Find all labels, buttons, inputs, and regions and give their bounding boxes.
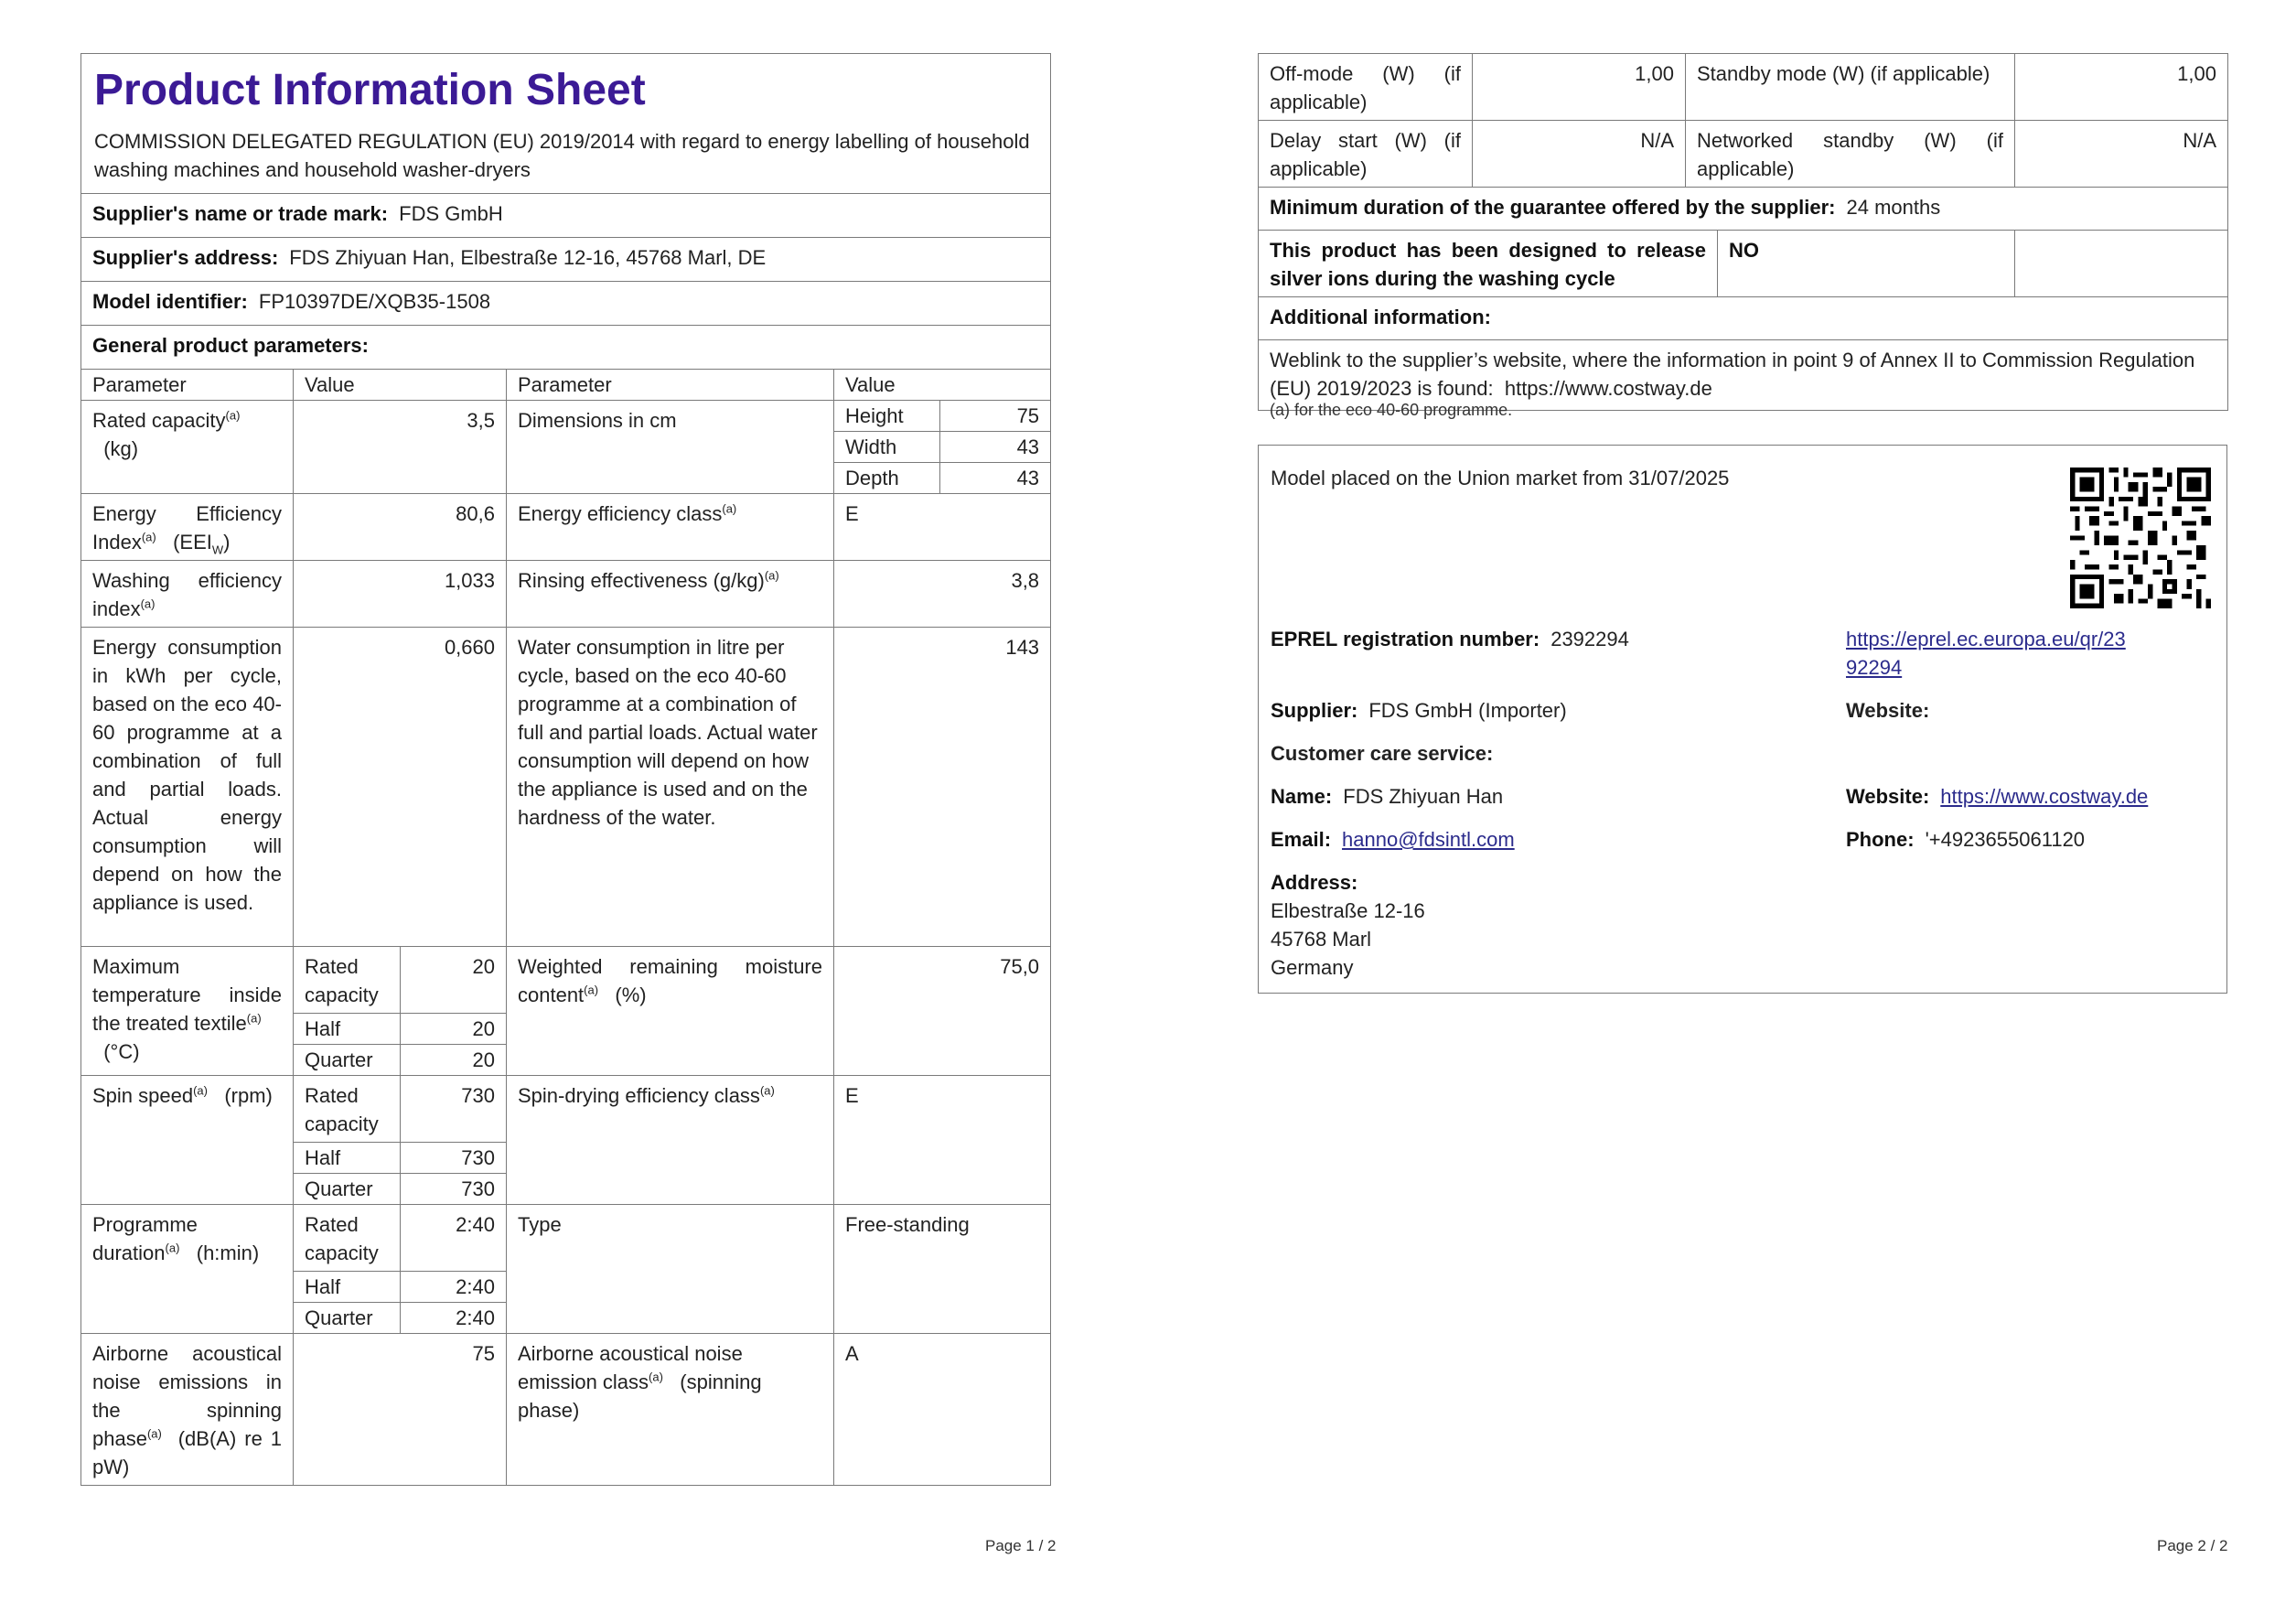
footnote-text: (a) for the eco 40-60 programme. bbox=[1270, 401, 1513, 419]
max-temp-unit: (°C) bbox=[103, 1040, 140, 1063]
table-row bbox=[81, 1076, 1051, 1143]
footnote-mark: (a) bbox=[246, 1011, 262, 1026]
offmode-label: Off-mode (W) (if applicable) bbox=[1259, 54, 1473, 121]
spin-speed-label: Spin speed bbox=[92, 1084, 194, 1107]
washing-efficiency-label: Washing efficiency index bbox=[92, 569, 282, 620]
website-label: Website: bbox=[1846, 699, 1930, 722]
page-number-1: Page 1 / 2 bbox=[985, 1537, 1057, 1554]
customer-care-label: Customer care service: bbox=[1271, 742, 1494, 765]
programme-duration-half-value: 2:40 bbox=[401, 1272, 507, 1303]
energy-class-label: Energy efficiency class bbox=[518, 502, 723, 525]
washing-efficiency-label-cell bbox=[81, 561, 294, 628]
table-row bbox=[1259, 297, 2228, 340]
standby-value: 1,00 bbox=[2015, 54, 2228, 121]
moisture-label: Weighted remaining moisture content bbox=[518, 955, 822, 1006]
header-parameter-2: Parameter bbox=[507, 370, 834, 401]
qr-code-icon bbox=[2070, 468, 2211, 608]
offmode-value: 1,00 bbox=[1473, 54, 1686, 121]
footnote-mark: (a) bbox=[722, 501, 737, 516]
noise-value: 75 bbox=[294, 1334, 507, 1486]
spin-speed-quarter-value: 730 bbox=[401, 1174, 507, 1205]
p2-address-label: Address: bbox=[1271, 871, 1358, 894]
supplier-value: FDS GmbH bbox=[399, 202, 503, 225]
model-label: Model identifier: bbox=[92, 290, 248, 313]
website2-label: Website: bbox=[1846, 785, 1930, 808]
address-line-1: Elbestraße 12-16 bbox=[1271, 899, 1425, 922]
max-temp-quarter-label: Quarter bbox=[294, 1045, 401, 1076]
width-label: Width bbox=[834, 432, 940, 463]
noise-unit: (dB(A) re 1 pW) bbox=[92, 1427, 282, 1478]
page-number-2: Page 2 / 2 bbox=[2157, 1537, 2228, 1554]
programme-duration-unit: (h:min) bbox=[196, 1241, 260, 1264]
eprel-link[interactable] bbox=[1846, 625, 2126, 682]
header-parameter-1: Parameter bbox=[81, 370, 294, 401]
programme-duration-rated-value: 2:40 bbox=[401, 1205, 507, 1272]
email-link[interactable]: hanno@fdsintl.com bbox=[1342, 828, 1515, 851]
address-value: FDS Zhiyuan Han, Elbestraße 12-16, 45768 Marl, DE bbox=[289, 246, 767, 269]
spin-speed-rated-label: Rated capacity bbox=[294, 1076, 401, 1143]
type-label: Type bbox=[507, 1205, 834, 1334]
spin-speed-unit: (rpm) bbox=[224, 1084, 273, 1107]
header-value-2: Value bbox=[834, 370, 1051, 401]
max-temp-rated-label: Rated capacity bbox=[294, 947, 401, 1014]
depth-label: Depth bbox=[834, 463, 940, 494]
eei-unit-close: ) bbox=[223, 531, 231, 554]
phone-label: Phone: bbox=[1846, 828, 1915, 851]
programme-duration-label-cell bbox=[81, 1205, 294, 1334]
weblink-url: https://www.costway.de bbox=[1504, 377, 1712, 400]
table-row bbox=[1259, 121, 2228, 188]
eei-subscript: W bbox=[211, 543, 224, 557]
spin-class-value: E bbox=[834, 1076, 1051, 1205]
table-row bbox=[81, 1205, 1051, 1272]
noise-class-label: Airborne acoustical noise emission class bbox=[518, 1342, 743, 1393]
eprel-value: 2392294 bbox=[1550, 628, 1629, 650]
height-label: Height bbox=[834, 401, 940, 432]
additional-info-label: Additional information: bbox=[1270, 306, 1491, 328]
max-temp-half-value: 20 bbox=[401, 1014, 507, 1045]
address-line-3: Germany bbox=[1271, 956, 1354, 979]
moisture-value: 75,0 bbox=[834, 947, 1051, 1076]
eprel-info-box bbox=[1258, 445, 2227, 994]
spin-class-label-cell bbox=[507, 1076, 834, 1205]
noise-class-unit: (spinning phase) bbox=[518, 1370, 762, 1422]
max-temp-quarter-value: 20 bbox=[401, 1045, 507, 1076]
spin-speed-half-label: Half bbox=[294, 1143, 401, 1174]
table-row bbox=[81, 628, 1051, 947]
header-row bbox=[81, 370, 1051, 401]
spin-class-label: Spin-drying efficiency class bbox=[518, 1084, 760, 1107]
model-value: FP10397DE/XQB35-1508 bbox=[258, 290, 491, 313]
name-label: Name: bbox=[1271, 785, 1333, 808]
footnote-mark: (a) bbox=[584, 983, 599, 997]
max-temp-half-label: Half bbox=[294, 1014, 401, 1045]
weblink-text: Weblink to the supplier’s website, where the information in point 9 of Annex II to Commission Regulation (EU) 2019/2023 is found: bbox=[1270, 349, 2195, 400]
table-row bbox=[81, 947, 1051, 1014]
standby-label: Standby mode (W) (if applicable) bbox=[1686, 54, 2015, 121]
silver-ions-label: This product has been designed to release silver ions during the washing cycle bbox=[1259, 231, 1718, 296]
networked-standby-label: Networked standby (W) (if applicable) bbox=[1686, 121, 2015, 188]
address-row bbox=[81, 238, 1051, 282]
programme-duration-label: Programme duration bbox=[92, 1213, 198, 1264]
table-row bbox=[81, 1334, 1051, 1486]
general-parameters-label: General product parameters: bbox=[92, 334, 369, 357]
page-title: Product Information Sheet bbox=[94, 66, 646, 114]
dimensions-label: Dimensions in cm bbox=[507, 401, 834, 494]
table-row bbox=[81, 494, 1051, 561]
energy-class-value: E bbox=[834, 494, 1051, 561]
address-label: Supplier's address: bbox=[92, 246, 279, 269]
website-link[interactable]: https://www.costway.de bbox=[1940, 785, 2149, 808]
p2-supplier-label: Supplier: bbox=[1271, 699, 1358, 722]
spin-speed-label-cell bbox=[81, 1076, 294, 1205]
address-block bbox=[1271, 868, 1425, 982]
footnote-mark: (a) bbox=[649, 1370, 663, 1384]
type-value: Free-standing bbox=[834, 1205, 1051, 1334]
max-temp-label-cell bbox=[81, 947, 294, 1076]
depth-value: 43 bbox=[940, 463, 1051, 494]
header-value-1: Value bbox=[294, 370, 507, 401]
noise-class-label-cell bbox=[507, 1334, 834, 1486]
footnote-mark: (a) bbox=[225, 408, 241, 423]
guarantee-value: 24 months bbox=[1846, 196, 1941, 219]
energy-class-label-cell bbox=[507, 494, 834, 561]
water-consumption-value: 143 bbox=[834, 628, 1051, 947]
market-date-text: Model placed on the Union market from 31/07/2025 bbox=[1271, 467, 1730, 489]
moisture-unit: (%) bbox=[615, 983, 647, 1006]
rated-capacity-label: Rated capacity bbox=[92, 409, 226, 432]
supplier-label: Supplier's name or trade mark: bbox=[92, 202, 389, 225]
product-information-table bbox=[80, 53, 1051, 1486]
washing-efficiency-value: 1,033 bbox=[294, 561, 507, 628]
energy-consumption-value: 0,660 bbox=[294, 628, 507, 947]
guarantee-label: Minimum duration of the guarantee offered by the supplier: bbox=[1270, 196, 1836, 219]
address-line-2: 45768 Marl bbox=[1271, 928, 1372, 951]
email-label: Email: bbox=[1271, 828, 1332, 851]
delay-start-value: N/A bbox=[1473, 121, 1686, 188]
table-row bbox=[1259, 340, 2228, 411]
table-row bbox=[1259, 188, 2228, 231]
footnote-mark: (a) bbox=[193, 1083, 208, 1098]
name-value: FDS Zhiyuan Han bbox=[1343, 785, 1504, 808]
moisture-label-cell bbox=[507, 947, 834, 1076]
silver-ions-value: NO bbox=[1729, 239, 1759, 262]
table-row bbox=[1259, 231, 2228, 297]
spin-speed-half-value: 730 bbox=[401, 1143, 507, 1174]
footnote-mark: (a) bbox=[759, 1083, 775, 1098]
eei-label-cell bbox=[81, 494, 294, 561]
eei-unit: (EEI bbox=[173, 531, 212, 554]
energy-consumption-label: Energy consumption in kWh per cycle, based on the eco 40-60 programme at a combination of full and partial loads. Actual energy consumption will depend on how the appliance is used. bbox=[81, 628, 294, 947]
eei-label: Energy Efficiency Index bbox=[92, 502, 282, 554]
networked-standby-value: N/A bbox=[2015, 121, 2228, 188]
spin-speed-quarter-label: Quarter bbox=[294, 1174, 401, 1205]
footnote-mark: (a) bbox=[140, 597, 156, 611]
regulation-text: COMMISSION DELEGATED REGULATION (EU) 2019/2014 with regard to energy labelling of household washing machines and household washer-dryers bbox=[94, 130, 1030, 181]
footnote-mark: (a) bbox=[764, 568, 779, 583]
max-temp-label: Maximum temperature inside the treated textile bbox=[92, 955, 282, 1035]
noise-label-cell bbox=[81, 1334, 294, 1486]
power-and-info-table bbox=[1258, 53, 2228, 411]
footnote-mark: (a) bbox=[146, 1426, 162, 1441]
rated-capacity-unit: (kg) bbox=[103, 437, 139, 460]
eprel-link-line1[interactable]: https://eprel.ec.europa.eu/qr/23 bbox=[1846, 628, 2126, 650]
water-consumption-label: Water consumption in litre per cycle, based on the eco 40-60 programme at a combination of full and partial loads. Actual water consumption will depend on how the appliance is used and on the hardness of the water. bbox=[507, 628, 834, 947]
programme-duration-half-label: Half bbox=[294, 1272, 401, 1303]
rated-capacity-label-cell bbox=[81, 401, 294, 494]
page-2 bbox=[1148, 0, 2296, 1623]
phone-value: '+4923655061120 bbox=[1925, 828, 2086, 851]
delay-start-label: Delay start (W) (if applicable) bbox=[1259, 121, 1473, 188]
general-parameters-row bbox=[81, 326, 1051, 370]
rinsing-value: 3,8 bbox=[834, 561, 1051, 628]
max-temp-rated-value: 20 bbox=[401, 947, 507, 1014]
programme-duration-rated-label: Rated capacity bbox=[294, 1205, 401, 1272]
rinsing-label: Rinsing effectiveness (g/kg) bbox=[518, 569, 765, 592]
footnote-mark: (a) bbox=[165, 1241, 180, 1255]
table-row bbox=[81, 561, 1051, 628]
p2-supplier-value: FDS GmbH (Importer) bbox=[1368, 699, 1567, 722]
programme-duration-quarter-value: 2:40 bbox=[401, 1303, 507, 1334]
eei-value: 80,6 bbox=[294, 494, 507, 561]
rinsing-label-cell bbox=[507, 561, 834, 628]
supplier-row bbox=[81, 194, 1051, 238]
height-value: 75 bbox=[940, 401, 1051, 432]
table-row bbox=[1259, 54, 2228, 121]
title-row bbox=[81, 54, 1051, 194]
rated-capacity-value: 3,5 bbox=[294, 401, 507, 494]
programme-duration-quarter-label: Quarter bbox=[294, 1303, 401, 1334]
eprel-link-line2[interactable]: 92294 bbox=[1846, 656, 1903, 679]
eprel-label: EPREL registration number: bbox=[1271, 628, 1540, 650]
footnote-mark: (a) bbox=[141, 530, 156, 544]
noise-label: Airborne acoustical noise emissions in the spinning phase bbox=[92, 1342, 282, 1450]
spin-speed-rated-value: 730 bbox=[401, 1076, 507, 1143]
width-value: 43 bbox=[940, 432, 1051, 463]
noise-class-value: A bbox=[834, 1334, 1051, 1486]
table-row bbox=[81, 401, 1051, 432]
model-row bbox=[81, 282, 1051, 326]
